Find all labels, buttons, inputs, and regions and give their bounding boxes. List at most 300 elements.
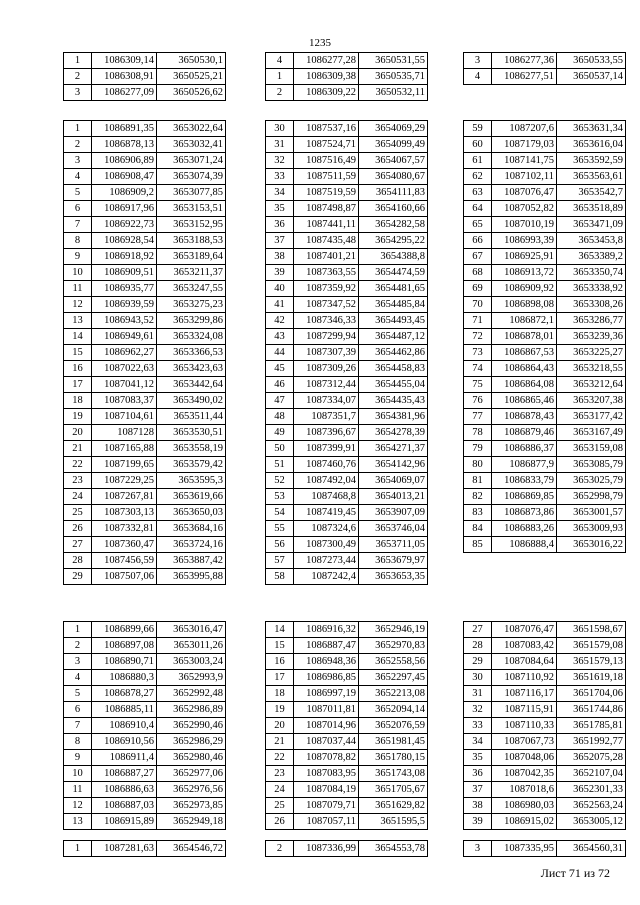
y-coordinate: 3654487,12 bbox=[359, 329, 428, 345]
y-coordinate: 3653595,3 bbox=[157, 473, 226, 489]
coordinate-table-block2-col2 bbox=[265, 120, 428, 585]
point-number: 22 bbox=[64, 457, 92, 473]
table-row bbox=[464, 69, 626, 85]
y-coordinate: 3653211,37 bbox=[157, 265, 226, 281]
table-row bbox=[64, 217, 226, 233]
x-coordinate: 1086879,46 bbox=[492, 425, 557, 441]
y-coordinate: 3653188,53 bbox=[157, 233, 226, 249]
x-coordinate: 1087199,65 bbox=[92, 457, 157, 473]
x-coordinate: 1087014,96 bbox=[294, 718, 359, 734]
table-row bbox=[266, 425, 428, 441]
table-row bbox=[266, 553, 428, 569]
y-coordinate: 3652990,46 bbox=[157, 718, 226, 734]
x-coordinate: 1086864,43 bbox=[492, 361, 557, 377]
y-coordinate: 3652993,9 bbox=[157, 670, 226, 686]
table-row bbox=[464, 185, 626, 201]
point-number: 3 bbox=[64, 654, 92, 670]
table-row bbox=[64, 281, 226, 297]
point-number: 73 bbox=[464, 345, 492, 361]
y-coordinate: 3654099,49 bbox=[359, 137, 428, 153]
table-row bbox=[64, 69, 226, 85]
x-coordinate: 1087516,49 bbox=[294, 153, 359, 169]
table-row bbox=[266, 201, 428, 217]
y-coordinate: 3651981,45 bbox=[359, 734, 428, 750]
point-number: 28 bbox=[464, 638, 492, 654]
x-coordinate: 1087207,6 bbox=[492, 121, 557, 137]
table-row bbox=[64, 345, 226, 361]
y-coordinate: 3654458,83 bbox=[359, 361, 428, 377]
table-row bbox=[64, 718, 226, 734]
x-coordinate: 1087102,11 bbox=[492, 169, 557, 185]
x-coordinate: 1086308,91 bbox=[92, 69, 157, 85]
x-coordinate: 1087419,45 bbox=[294, 505, 359, 521]
x-coordinate: 1086883,26 bbox=[492, 521, 557, 537]
point-number: 69 bbox=[464, 281, 492, 297]
point-number: 14 bbox=[266, 622, 294, 638]
x-coordinate: 1086887,47 bbox=[294, 638, 359, 654]
y-coordinate: 3653653,35 bbox=[359, 569, 428, 585]
point-number: 22 bbox=[266, 750, 294, 766]
point-number: 25 bbox=[266, 798, 294, 814]
y-coordinate: 3651704,06 bbox=[557, 686, 626, 702]
table-row bbox=[64, 409, 226, 425]
table-row bbox=[464, 750, 626, 766]
table-row bbox=[464, 313, 626, 329]
table-row bbox=[266, 521, 428, 537]
point-number: 2 bbox=[266, 841, 294, 857]
y-coordinate: 3652992,48 bbox=[157, 686, 226, 702]
y-coordinate: 3651780,15 bbox=[359, 750, 428, 766]
x-coordinate: 1086833,79 bbox=[492, 473, 557, 489]
table-row bbox=[64, 201, 226, 217]
y-coordinate: 3653016,22 bbox=[557, 537, 626, 553]
y-coordinate: 3654381,96 bbox=[359, 409, 428, 425]
point-number: 24 bbox=[64, 489, 92, 505]
x-coordinate: 1086888,4 bbox=[492, 537, 557, 553]
x-coordinate: 1087083,37 bbox=[92, 393, 157, 409]
x-coordinate: 1087335,95 bbox=[492, 841, 557, 857]
point-number: 24 bbox=[266, 782, 294, 798]
y-coordinate: 3654455,04 bbox=[359, 377, 428, 393]
y-coordinate: 3652076,59 bbox=[359, 718, 428, 734]
y-coordinate: 3652563,24 bbox=[557, 798, 626, 814]
y-coordinate: 3653003,24 bbox=[157, 654, 226, 670]
table-row bbox=[64, 425, 226, 441]
point-number: 9 bbox=[64, 750, 92, 766]
coordinate-table-block2-col1 bbox=[63, 120, 226, 585]
table-row bbox=[64, 153, 226, 169]
point-number: 76 bbox=[464, 393, 492, 409]
point-number: 32 bbox=[266, 153, 294, 169]
y-coordinate: 3653159,08 bbox=[557, 441, 626, 457]
y-coordinate: 3653350,74 bbox=[557, 265, 626, 281]
point-number: 10 bbox=[64, 265, 92, 281]
x-coordinate: 1087083,42 bbox=[492, 638, 557, 654]
coordinate-table-block1-col1 bbox=[63, 52, 226, 101]
x-coordinate: 1087351,7 bbox=[294, 409, 359, 425]
point-number: 37 bbox=[266, 233, 294, 249]
y-coordinate: 3652986,89 bbox=[157, 702, 226, 718]
x-coordinate: 1087104,61 bbox=[92, 409, 157, 425]
y-coordinate: 3652977,06 bbox=[157, 766, 226, 782]
table-row bbox=[266, 670, 428, 686]
point-number: 18 bbox=[64, 393, 92, 409]
y-coordinate: 3653995,88 bbox=[157, 569, 226, 585]
y-coordinate: 3652075,28 bbox=[557, 750, 626, 766]
x-coordinate: 1086891,35 bbox=[92, 121, 157, 137]
y-coordinate: 3650530,1 bbox=[157, 53, 226, 69]
table-row bbox=[464, 670, 626, 686]
point-number: 10 bbox=[64, 766, 92, 782]
x-coordinate: 1087229,25 bbox=[92, 473, 157, 489]
table-row bbox=[464, 393, 626, 409]
point-number: 67 bbox=[464, 249, 492, 265]
x-coordinate: 1087332,81 bbox=[92, 521, 157, 537]
table-row bbox=[64, 361, 226, 377]
point-number: 12 bbox=[64, 297, 92, 313]
x-coordinate: 1087267,81 bbox=[92, 489, 157, 505]
point-number: 72 bbox=[464, 329, 492, 345]
point-number: 7 bbox=[64, 217, 92, 233]
x-coordinate: 1087018,6 bbox=[492, 782, 557, 798]
table-row bbox=[464, 537, 626, 553]
y-coordinate: 3653218,55 bbox=[557, 361, 626, 377]
table-row bbox=[464, 361, 626, 377]
x-coordinate: 1087052,82 bbox=[492, 201, 557, 217]
table-row bbox=[464, 425, 626, 441]
table-row bbox=[64, 622, 226, 638]
y-coordinate: 3654481,65 bbox=[359, 281, 428, 297]
point-number: 46 bbox=[266, 377, 294, 393]
table-row bbox=[464, 217, 626, 233]
x-coordinate: 1086909,92 bbox=[492, 281, 557, 297]
table-row bbox=[464, 265, 626, 281]
point-number: 23 bbox=[64, 473, 92, 489]
table-row bbox=[266, 702, 428, 718]
point-number: 40 bbox=[266, 281, 294, 297]
y-coordinate: 3653724,16 bbox=[157, 537, 226, 553]
x-coordinate: 1086867,53 bbox=[492, 345, 557, 361]
y-coordinate: 3651992,77 bbox=[557, 734, 626, 750]
y-coordinate: 3653490,02 bbox=[157, 393, 226, 409]
point-number: 52 bbox=[266, 473, 294, 489]
x-coordinate: 1087179,03 bbox=[492, 137, 557, 153]
x-coordinate: 1086949,61 bbox=[92, 329, 157, 345]
table-row bbox=[266, 217, 428, 233]
table-row bbox=[64, 686, 226, 702]
point-number: 21 bbox=[266, 734, 294, 750]
y-coordinate: 3654485,84 bbox=[359, 297, 428, 313]
x-coordinate: 1086865,46 bbox=[492, 393, 557, 409]
table-row bbox=[464, 441, 626, 457]
point-number: 7 bbox=[64, 718, 92, 734]
x-coordinate: 1086916,32 bbox=[294, 622, 359, 638]
y-coordinate: 3653631,34 bbox=[557, 121, 626, 137]
point-number: 30 bbox=[464, 670, 492, 686]
point-number: 55 bbox=[266, 521, 294, 537]
point-number: 21 bbox=[64, 441, 92, 457]
point-number: 4 bbox=[64, 169, 92, 185]
table-row bbox=[64, 766, 226, 782]
y-coordinate: 3654295,22 bbox=[359, 233, 428, 249]
point-number: 39 bbox=[464, 814, 492, 830]
point-number: 27 bbox=[464, 622, 492, 638]
table-row bbox=[266, 53, 428, 69]
table-row bbox=[266, 569, 428, 585]
point-number: 39 bbox=[266, 265, 294, 281]
x-coordinate: 1086887,03 bbox=[92, 798, 157, 814]
y-coordinate: 3652976,56 bbox=[157, 782, 226, 798]
x-coordinate: 1087011,81 bbox=[294, 702, 359, 718]
table-row bbox=[64, 53, 226, 69]
table-row bbox=[64, 297, 226, 313]
table-row bbox=[64, 169, 226, 185]
table-row bbox=[266, 766, 428, 782]
y-coordinate: 3653308,26 bbox=[557, 297, 626, 313]
x-coordinate: 1086873,86 bbox=[492, 505, 557, 521]
point-number: 61 bbox=[464, 153, 492, 169]
x-coordinate: 1087537,16 bbox=[294, 121, 359, 137]
y-coordinate: 3654067,57 bbox=[359, 153, 428, 169]
point-number: 57 bbox=[266, 553, 294, 569]
point-number: 27 bbox=[64, 537, 92, 553]
table-row bbox=[64, 782, 226, 798]
x-coordinate: 1086878,43 bbox=[492, 409, 557, 425]
table-row bbox=[266, 377, 428, 393]
table-row bbox=[464, 137, 626, 153]
point-number: 38 bbox=[464, 798, 492, 814]
coordinate-table-block1-col3 bbox=[463, 52, 626, 85]
y-coordinate: 3654553,78 bbox=[359, 841, 428, 857]
table-row bbox=[64, 537, 226, 553]
table-row bbox=[266, 734, 428, 750]
table-row bbox=[464, 377, 626, 393]
y-coordinate: 3651785,81 bbox=[557, 718, 626, 734]
point-number: 62 bbox=[464, 169, 492, 185]
x-coordinate: 1087076,47 bbox=[492, 622, 557, 638]
point-number: 59 bbox=[464, 121, 492, 137]
point-number: 23 bbox=[266, 766, 294, 782]
point-number: 58 bbox=[266, 569, 294, 585]
x-coordinate: 1086922,73 bbox=[92, 217, 157, 233]
x-coordinate: 1086939,59 bbox=[92, 297, 157, 313]
x-coordinate: 1086986,85 bbox=[294, 670, 359, 686]
point-number: 66 bbox=[464, 233, 492, 249]
x-coordinate: 1086878,13 bbox=[92, 137, 157, 153]
point-number: 42 bbox=[266, 313, 294, 329]
point-number: 53 bbox=[266, 489, 294, 505]
table-row bbox=[64, 654, 226, 670]
point-number: 20 bbox=[64, 425, 92, 441]
point-number: 63 bbox=[464, 185, 492, 201]
table-row bbox=[64, 313, 226, 329]
x-coordinate: 1087116,17 bbox=[492, 686, 557, 702]
point-number: 32 bbox=[464, 702, 492, 718]
point-number: 85 bbox=[464, 537, 492, 553]
y-coordinate: 3654278,39 bbox=[359, 425, 428, 441]
point-number: 3 bbox=[64, 85, 92, 101]
y-coordinate: 3653907,09 bbox=[359, 505, 428, 521]
table-row bbox=[266, 185, 428, 201]
point-number: 71 bbox=[464, 313, 492, 329]
table-row bbox=[464, 53, 626, 69]
y-coordinate: 3653366,53 bbox=[157, 345, 226, 361]
y-coordinate: 3653711,05 bbox=[359, 537, 428, 553]
table-row bbox=[464, 654, 626, 670]
table-row bbox=[266, 345, 428, 361]
point-number: 80 bbox=[464, 457, 492, 473]
point-number: 78 bbox=[464, 425, 492, 441]
y-coordinate: 3653153,51 bbox=[157, 201, 226, 217]
point-number: 11 bbox=[64, 782, 92, 798]
x-coordinate: 1086277,36 bbox=[492, 53, 557, 69]
point-number: 17 bbox=[64, 377, 92, 393]
y-coordinate: 3652213,08 bbox=[359, 686, 428, 702]
y-coordinate: 3652970,83 bbox=[359, 638, 428, 654]
point-number: 35 bbox=[464, 750, 492, 766]
table-row bbox=[64, 841, 226, 857]
table-row bbox=[266, 361, 428, 377]
point-number: 1 bbox=[64, 622, 92, 638]
y-coordinate: 3653389,2 bbox=[557, 249, 626, 265]
table-row bbox=[464, 521, 626, 537]
y-coordinate: 3653071,24 bbox=[157, 153, 226, 169]
point-number: 81 bbox=[464, 473, 492, 489]
y-coordinate: 3651619,18 bbox=[557, 670, 626, 686]
point-number: 26 bbox=[266, 814, 294, 830]
table-row bbox=[464, 457, 626, 473]
x-coordinate: 1087498,87 bbox=[294, 201, 359, 217]
point-number: 33 bbox=[266, 169, 294, 185]
x-coordinate: 1086906,89 bbox=[92, 153, 157, 169]
x-coordinate: 1087022,63 bbox=[92, 361, 157, 377]
y-coordinate: 3651705,67 bbox=[359, 782, 428, 798]
table-row bbox=[266, 718, 428, 734]
y-coordinate: 3653679,97 bbox=[359, 553, 428, 569]
table-row bbox=[64, 638, 226, 654]
y-coordinate: 3650532,11 bbox=[359, 85, 428, 101]
x-coordinate: 1087057,11 bbox=[294, 814, 359, 830]
x-coordinate: 1087307,39 bbox=[294, 345, 359, 361]
table-row bbox=[464, 329, 626, 345]
x-coordinate: 1086877,9 bbox=[492, 457, 557, 473]
x-coordinate: 1087524,71 bbox=[294, 137, 359, 153]
table-row bbox=[464, 798, 626, 814]
y-coordinate: 3650525,21 bbox=[157, 69, 226, 85]
table-row bbox=[266, 85, 428, 101]
y-coordinate: 3653453,8 bbox=[557, 233, 626, 249]
table-row bbox=[64, 670, 226, 686]
table-row bbox=[64, 734, 226, 750]
y-coordinate: 3650535,71 bbox=[359, 69, 428, 85]
point-number: 60 bbox=[464, 137, 492, 153]
table-row bbox=[266, 249, 428, 265]
x-coordinate: 1086928,54 bbox=[92, 233, 157, 249]
x-coordinate: 1086277,51 bbox=[492, 69, 557, 85]
table-row bbox=[464, 473, 626, 489]
point-number: 19 bbox=[266, 702, 294, 718]
y-coordinate: 3654546,72 bbox=[157, 841, 226, 857]
y-coordinate: 3650526,62 bbox=[157, 85, 226, 101]
y-coordinate: 3653032,41 bbox=[157, 137, 226, 153]
x-coordinate: 1086886,63 bbox=[92, 782, 157, 798]
point-number: 56 bbox=[266, 537, 294, 553]
coordinate-table-block1-col2 bbox=[265, 52, 428, 101]
point-number: 8 bbox=[64, 734, 92, 750]
y-coordinate: 3654069,29 bbox=[359, 121, 428, 137]
table-row bbox=[464, 409, 626, 425]
x-coordinate: 1086309,38 bbox=[294, 69, 359, 85]
table-row bbox=[64, 457, 226, 473]
x-coordinate: 1086897,08 bbox=[92, 638, 157, 654]
x-coordinate: 1087303,13 bbox=[92, 505, 157, 521]
table-row bbox=[64, 473, 226, 489]
y-coordinate: 3653650,03 bbox=[157, 505, 226, 521]
point-number: 35 bbox=[266, 201, 294, 217]
y-coordinate: 3653579,42 bbox=[157, 457, 226, 473]
point-number: 12 bbox=[64, 798, 92, 814]
table-row bbox=[464, 718, 626, 734]
x-coordinate: 1087492,04 bbox=[294, 473, 359, 489]
x-coordinate: 1087401,21 bbox=[294, 249, 359, 265]
y-coordinate: 3653085,79 bbox=[557, 457, 626, 473]
point-number: 5 bbox=[64, 686, 92, 702]
x-coordinate: 1087128 bbox=[92, 425, 157, 441]
table-row bbox=[64, 441, 226, 457]
x-coordinate: 1086935,77 bbox=[92, 281, 157, 297]
y-coordinate: 3653324,08 bbox=[157, 329, 226, 345]
x-coordinate: 1086925,91 bbox=[492, 249, 557, 265]
y-coordinate: 3650533,55 bbox=[557, 53, 626, 69]
y-coordinate: 3653442,64 bbox=[157, 377, 226, 393]
x-coordinate: 1087115,91 bbox=[492, 702, 557, 718]
y-coordinate: 3654160,66 bbox=[359, 201, 428, 217]
y-coordinate: 3653077,85 bbox=[157, 185, 226, 201]
table-row bbox=[464, 233, 626, 249]
table-row bbox=[64, 233, 226, 249]
y-coordinate: 3654080,67 bbox=[359, 169, 428, 185]
x-coordinate: 1087042,35 bbox=[492, 766, 557, 782]
y-coordinate: 3654388,8 bbox=[359, 249, 428, 265]
table-row bbox=[266, 782, 428, 798]
table-row bbox=[266, 841, 428, 857]
x-coordinate: 1086309,14 bbox=[92, 53, 157, 69]
point-number: 79 bbox=[464, 441, 492, 457]
y-coordinate: 3652301,33 bbox=[557, 782, 626, 798]
x-coordinate: 1087010,19 bbox=[492, 217, 557, 233]
point-number: 2 bbox=[64, 638, 92, 654]
point-number: 45 bbox=[266, 361, 294, 377]
y-coordinate: 3650531,55 bbox=[359, 53, 428, 69]
y-coordinate: 3654474,59 bbox=[359, 265, 428, 281]
x-coordinate: 1086277,28 bbox=[294, 53, 359, 69]
y-coordinate: 3651579,13 bbox=[557, 654, 626, 670]
y-coordinate: 3652946,19 bbox=[359, 622, 428, 638]
table-row bbox=[64, 505, 226, 521]
y-coordinate: 3654493,45 bbox=[359, 313, 428, 329]
point-number: 49 bbox=[266, 425, 294, 441]
x-coordinate: 1087110,33 bbox=[492, 718, 557, 734]
point-number: 34 bbox=[266, 185, 294, 201]
x-coordinate: 1087299,94 bbox=[294, 329, 359, 345]
y-coordinate: 3653542,7 bbox=[557, 185, 626, 201]
table-row bbox=[464, 505, 626, 521]
coordinate-table-block3-col3 bbox=[463, 621, 626, 830]
table-row bbox=[464, 622, 626, 638]
table-row bbox=[266, 505, 428, 521]
table-row bbox=[266, 137, 428, 153]
x-coordinate: 1086872,1 bbox=[492, 313, 557, 329]
